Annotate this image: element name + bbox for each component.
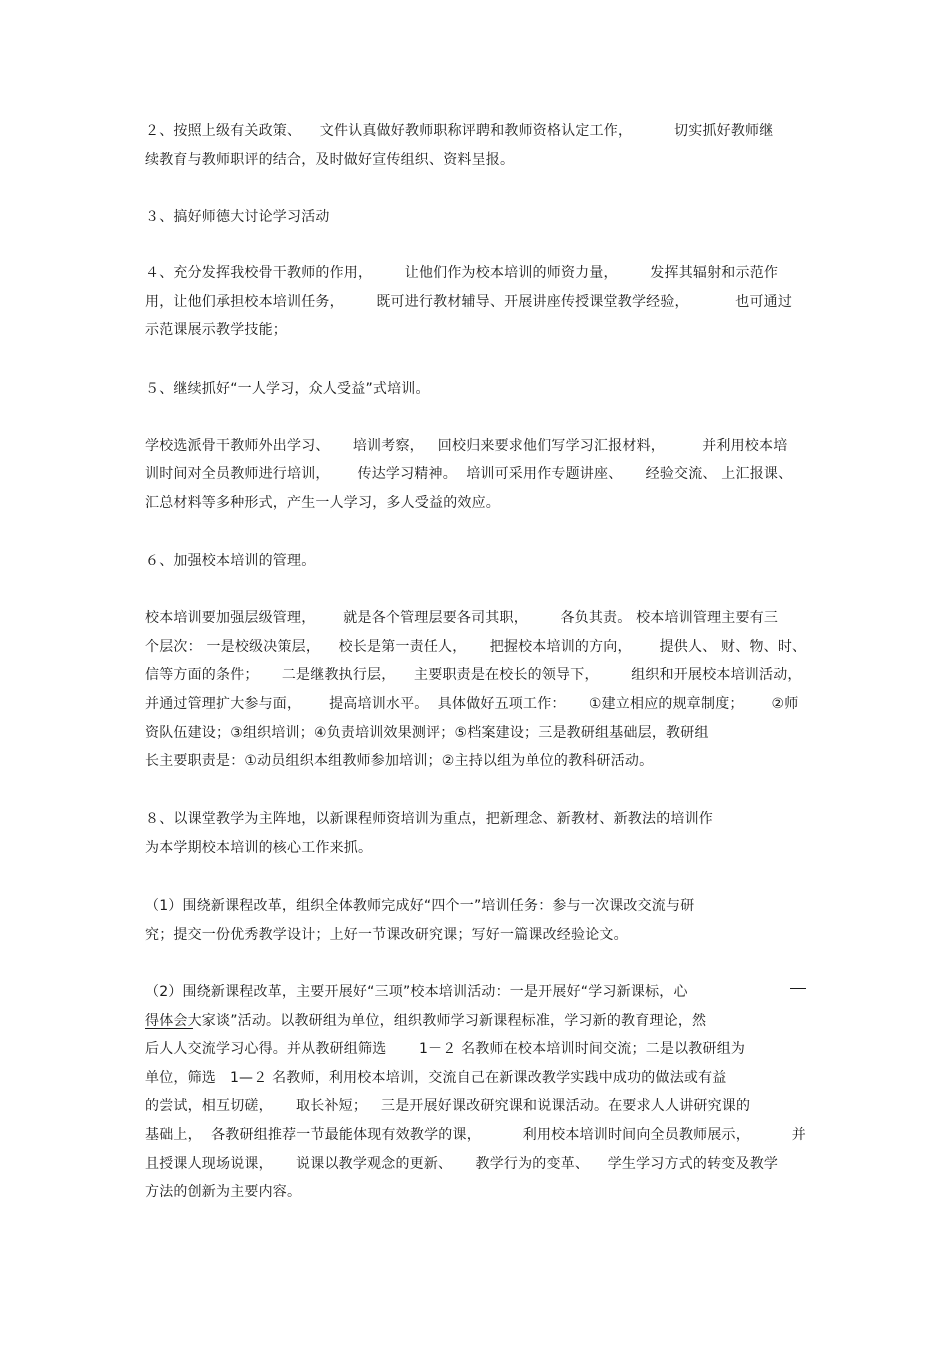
text-line: 学校选派骨干教师外出学习、 培训考察， 回校归来要求他们写学习汇报材料， 并利用校本培 <box>145 438 788 454</box>
text-line: 且授课人现场说课， 说课以教学观念的更新、 教学行为的变革、 学生学习方式的转变及教学 <box>145 1156 779 1172</box>
text-line: ５、继续抓好“一人学习，众人受益”式培训。 <box>145 381 430 397</box>
text-line: 示范课展示教学技能； <box>145 322 287 338</box>
text-line: 的尝试，相互切磋， 取长补短； 三是开展好课改研究课和说课活动。在要求人人讲研究课的 <box>145 1098 751 1114</box>
text-line: 校本培训要加强层级管理， 就是各个管理层要各司其职， 各负其责。 校本培训管理主要有三 <box>145 610 779 626</box>
text-line: ４、充分发挥我校骨干教师的作用， 让他们作为校本培训的师资力量， 发挥其辐射和示范作 <box>145 265 779 281</box>
text-line: 训时间对全员教师进行培训， 传达学习精神。 培训可采用作专题讲座、 经验交流、 上汇报课、 <box>145 466 793 482</box>
text-line: 汇总材料等多种形式，产生一人学习，多人受益的效应。 <box>145 495 500 511</box>
text-underline <box>145 1028 193 1029</box>
text-line: 长主要职责是：①动员组织本组教师参加培训；②主持以组为单位的教科研活动。 <box>145 753 654 769</box>
margin-dash-mark <box>790 988 806 989</box>
text-line: 并通过管理扩大参与面， 提高培训水平。 具体做好五项工作： ①建立相应的规章制度； ②师 <box>145 696 799 712</box>
text-line: 后人人交流学习心得。并从教研组筛选 1－２ 名教师在校本培训时间交流；二是以教研组为 <box>145 1041 746 1057</box>
text-line: 续教育与教师职评的结合，及时做好宣传组织、资料呈报。 <box>145 152 515 168</box>
text-line: 究；提交一份优秀教学设计；上好一节课改研究课；写好一篇课改经验论文。 <box>145 927 628 943</box>
text-line: ６、加强校本培训的管理。 <box>145 553 316 569</box>
text-line: （1）围绕新课程改革，组织全体教师完成好“四个一”培训任务：参与一次课改交流与研 <box>145 898 695 914</box>
text-line: 个层次： 一是校级决策层， 校长是第一责任人， 把握校本培训的方向， 提供人、 财、物、时、 <box>145 639 807 655</box>
text-line: 单位，筛选 1—２ 名教师，利用校本培训，交流自己在新课改教学实践中成功的做法或有益 <box>145 1070 727 1086</box>
text-line: 基础上， 各教研组推荐一节最能体现有效教学的课， 利用校本培训时间向全员教师展示， 并 <box>145 1127 807 1143</box>
text-line: 方法的创新为主要内容。 <box>145 1184 302 1200</box>
text-line: 得体会大家谈”活动。以教研组为单位，组织教师学习新课程标准，学习新的教育理论，然 <box>145 1013 707 1029</box>
text-line: ８、以课堂教学为主阵地，以新课程师资培训为重点，把新理念、新教材、新教法的培训作 <box>145 811 713 827</box>
text-line: 资队伍建设；③组织培训；④负责培训效果测评；⑤档案建设；三是教研组基础层，教研组 <box>145 725 709 741</box>
text-line: （2）围绕新课程改革，主要开展好“三项”校本培训活动：一是开展好“学习新课标，心 <box>145 984 688 1000</box>
text-line: ３、搞好师德大讨论学习活动 <box>145 209 330 225</box>
text-line: 为本学期校本培训的核心工作来抓。 <box>145 840 373 856</box>
text-line: ２、按照上级有关政策、 文件认真做好教师职称评聘和教师资格认定工作， 切实抓好教师继 <box>145 123 774 139</box>
text-line: 信等方面的条件； 二是继教执行层， 主要职责是在校长的领导下， 组织和开展校本培训活动， <box>145 667 802 683</box>
text-line: 用，让他们承担校本培训任务， 既可进行教材辅导、开展讲座传授课堂教学经验， 也可通过 <box>145 294 793 310</box>
